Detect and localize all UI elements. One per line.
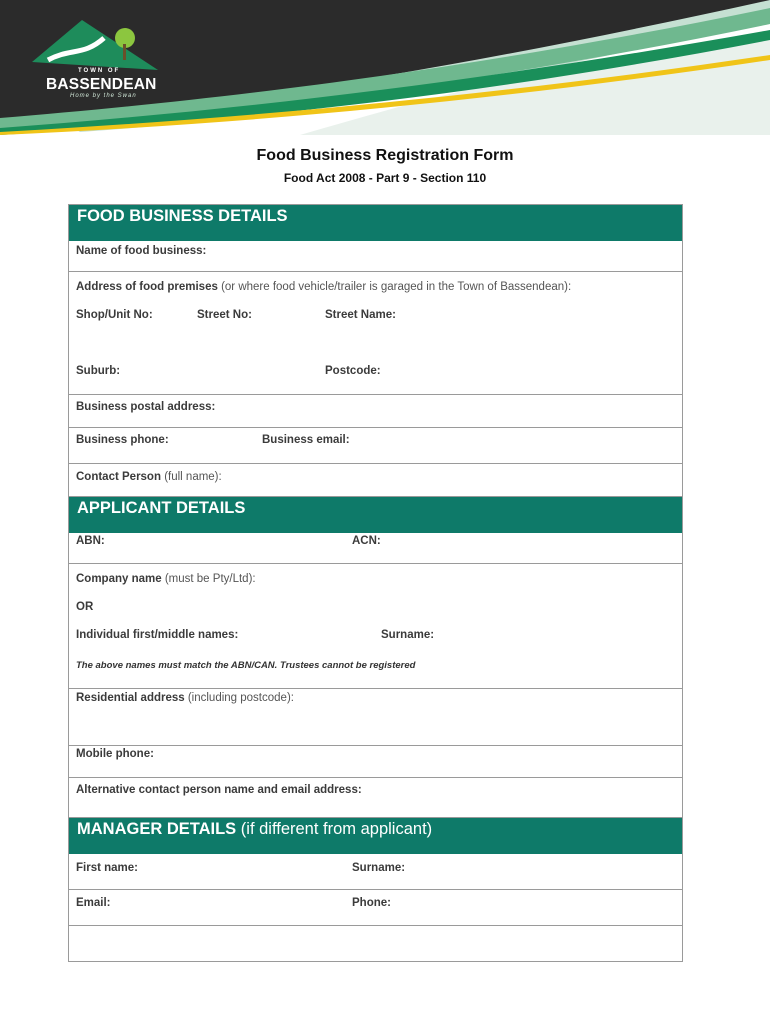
abn-label: ABN: (76, 535, 105, 547)
logo-tagline: Home by the Swan (70, 93, 137, 99)
company-name-note: (must be Pty/Ltd): (161, 573, 256, 585)
applicant-name-field[interactable] (69, 564, 682, 689)
or-label: OR (76, 601, 94, 613)
business-contact-field[interactable] (69, 428, 682, 464)
manager-surname-label: Surname: (352, 862, 406, 874)
premises-address-label (76, 281, 571, 293)
premises-address-label-text: Address of food premises (76, 281, 218, 293)
residential-address-label-text: Residential address (76, 692, 185, 704)
header-banner (0, 0, 770, 135)
section-header-applicant (69, 497, 682, 533)
individual-names-label: Individual first/middle names: (76, 629, 239, 641)
mobile-phone-field[interactable] (69, 746, 682, 778)
postal-address-label: Business postal address: (76, 401, 216, 413)
business-name-field[interactable] (69, 241, 682, 272)
postcode-label: Postcode: (325, 365, 381, 377)
company-name-label (76, 573, 256, 585)
street-no-label: Street No: (197, 309, 252, 321)
acn-label: ACN: (352, 535, 381, 547)
business-phone-label: Business phone: (76, 434, 169, 446)
alt-contact-field[interactable] (69, 778, 682, 818)
postal-address-field[interactable] (69, 395, 682, 428)
section-header-manager (69, 818, 682, 854)
section-header-food-business (69, 205, 682, 241)
contact-person-label-text: Contact Person (76, 471, 161, 483)
residential-address-field[interactable] (69, 689, 682, 746)
premises-address-field[interactable] (69, 272, 682, 395)
abn-acn-field[interactable] (69, 533, 682, 564)
company-name-label-text: Company name (76, 573, 162, 585)
residential-address-label (76, 692, 294, 704)
residential-address-note: (including postcode): (184, 692, 294, 704)
business-email-label: Business email: (262, 434, 350, 446)
business-name-label: Name of food business: (76, 245, 207, 257)
manager-first-name-label: First name: (76, 862, 138, 874)
contact-person-field[interactable] (69, 464, 682, 497)
page-title: Food Business Registration Form (256, 147, 514, 164)
logo-small-text: TOWN OF (78, 68, 121, 74)
manager-contact-field[interactable] (69, 890, 682, 926)
logo-name: BASSENDEAN (46, 76, 157, 93)
contact-person-note: (full name): (161, 471, 222, 483)
registration-form (68, 204, 683, 962)
mobile-phone-label: Mobile phone: (76, 748, 154, 760)
section-title: FOOD BUSINESS DETAILS (77, 207, 288, 225)
premises-address-note: (or where food vehicle/trailer is garaged in the Town of Bassendean): (217, 281, 572, 293)
manager-extra-field[interactable] (69, 926, 682, 961)
manager-phone-label: Phone: (352, 897, 391, 909)
street-name-label: Street Name: (325, 309, 396, 321)
suburb-label: Suburb: (76, 365, 121, 377)
applicant-surname-label: Surname: (381, 629, 435, 641)
page-subtitle: Food Act 2008 - Part 9 - Section 110 (283, 171, 487, 185)
manager-email-label: Email: (76, 897, 111, 909)
alt-contact-label: Alternative contact person name and email address: (76, 784, 362, 796)
section-title: MANAGER DETAILS (77, 820, 237, 838)
section-title: APPLICANT DETAILS (77, 499, 246, 517)
names-note: The above names must match the ABN/CAN. Trustees cannot be registered (76, 660, 416, 671)
manager-name-field[interactable] (69, 854, 682, 890)
contact-person-label (76, 471, 222, 483)
section-title-note: (if different from applicant) (236, 820, 433, 838)
shop-unit-label: Shop/Unit No: (76, 309, 153, 321)
